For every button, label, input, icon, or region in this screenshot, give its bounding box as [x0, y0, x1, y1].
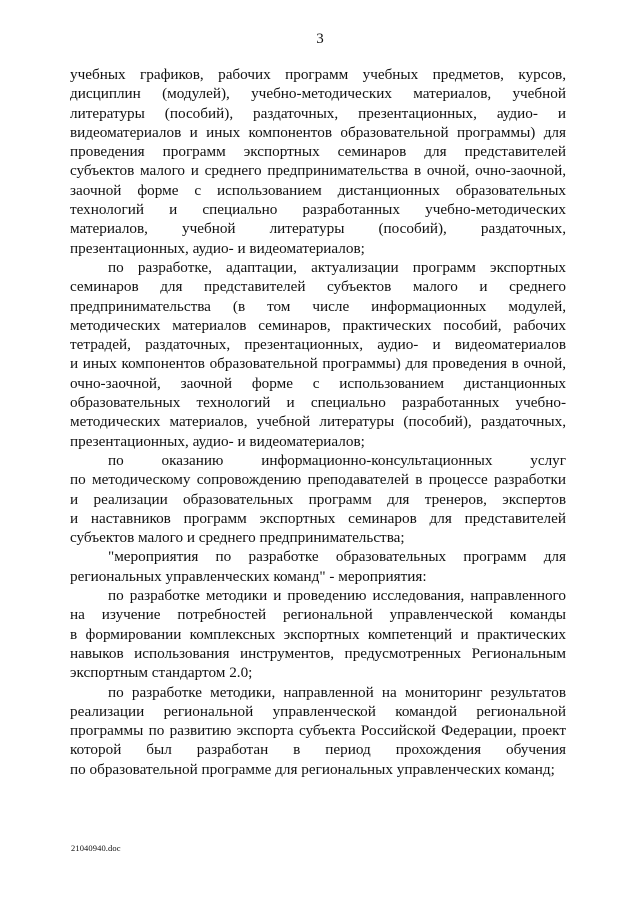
text-line: и наставников программ экспортных семинаров для представителей — [70, 509, 566, 527]
text-line: навыков использования инструментов, предусмотренных Региональным — [70, 644, 566, 662]
text-line: очно-заочной, заочной форме с использованием дистанционных — [70, 374, 566, 392]
text-line: презентационных, аудио- и видеоматериалов; — [70, 239, 365, 257]
text-line: в формировании комплексных экспортных компетенций и практических — [70, 625, 566, 643]
text-line: презентационных, аудио- и видеоматериалов; — [70, 432, 365, 450]
text-line: учебных графиков, рабочих программ учебных предметов, курсов, — [70, 66, 566, 83]
text-line: семинаров для представителей субъектов малого и среднего — [70, 278, 566, 296]
text-line: видеоматериалов и иных компонентов образовательной программы) для — [70, 123, 566, 141]
page-number: 3 — [316, 31, 324, 47]
text-line: проведения программ экспортных семинаров для представителей — [70, 143, 566, 161]
paragraph — [70, 258, 566, 451]
text-line: заочной форме с использованием дистанционных образовательных — [70, 181, 566, 199]
text-line: программы по развитию экспорта субъекта Российской Федерации, проект — [70, 722, 566, 740]
text-line: экспортным стандартом 2.0; — [70, 664, 253, 682]
text-line: предпринимательства (в том числе информационных модулей, — [70, 297, 566, 315]
text-line: субъектов малого и среднего предпринимательства в очной, очно-заочной, — [70, 162, 566, 180]
paragraph — [70, 683, 566, 779]
text-line: на изучение потребностей региональной управленческой команды — [70, 606, 566, 624]
text-line: реализации региональной управленческой командой региональной — [70, 702, 566, 720]
text-line: "мероприятия по разработке образовательных программ для — [108, 548, 566, 566]
text-line: и иных компонентов образовательной программы) для проведения в очной, — [70, 355, 566, 373]
text-line: субъектов малого и среднего предпринимательства; — [70, 529, 405, 547]
paragraph — [70, 547, 566, 586]
text-line: методических материалов, учебной литературы (пособий), раздаточных, — [70, 413, 566, 431]
text-line: которой был разработан в период прохождения обучения — [70, 741, 566, 759]
document-body — [70, 65, 566, 779]
text-line: и реализации образовательных программ для тренеров, экспертов — [70, 490, 566, 508]
footer-doc-code: 21040940.doc — [71, 843, 121, 853]
text-line: по разработке методики, направленной на мониторинг результатов — [108, 683, 566, 701]
text-line: литературы (пособий), раздаточных, презентационных, аудио- и — [70, 104, 566, 122]
text-line: по образовательной программе для региональных управленческих команд; — [70, 760, 555, 778]
paragraph — [70, 451, 566, 547]
text-line: технологий и специально разработанных учебно-методических — [70, 201, 566, 219]
text-line: по разработке, адаптации, актуализации программ экспортных — [108, 258, 566, 276]
text-line: по оказанию информационно-консультационных услуг — [108, 451, 566, 469]
paragraph — [70, 65, 566, 258]
text-line: методических материалов семинаров, практических пособий, рабочих — [70, 316, 566, 334]
text-line: региональных управленческих команд" - мероприятия: — [70, 567, 427, 585]
text-line: по методическому сопровождению преподавателей в процессе разработки — [70, 471, 566, 489]
paragraph — [70, 586, 566, 682]
text-line: дисциплин (модулей), учебно-методических материалов, учебной — [70, 85, 566, 103]
text-line: образовательных технологий и специально разработанных учебно- — [70, 394, 566, 412]
text-line: по разработке методики и проведению исследования, направленного — [108, 587, 566, 605]
text-line: тетрадей, раздаточных, презентационных, аудио- и видеоматериалов — [70, 336, 566, 354]
text-line: материалов, учебной литературы (пособий), раздаточных, — [70, 220, 566, 238]
